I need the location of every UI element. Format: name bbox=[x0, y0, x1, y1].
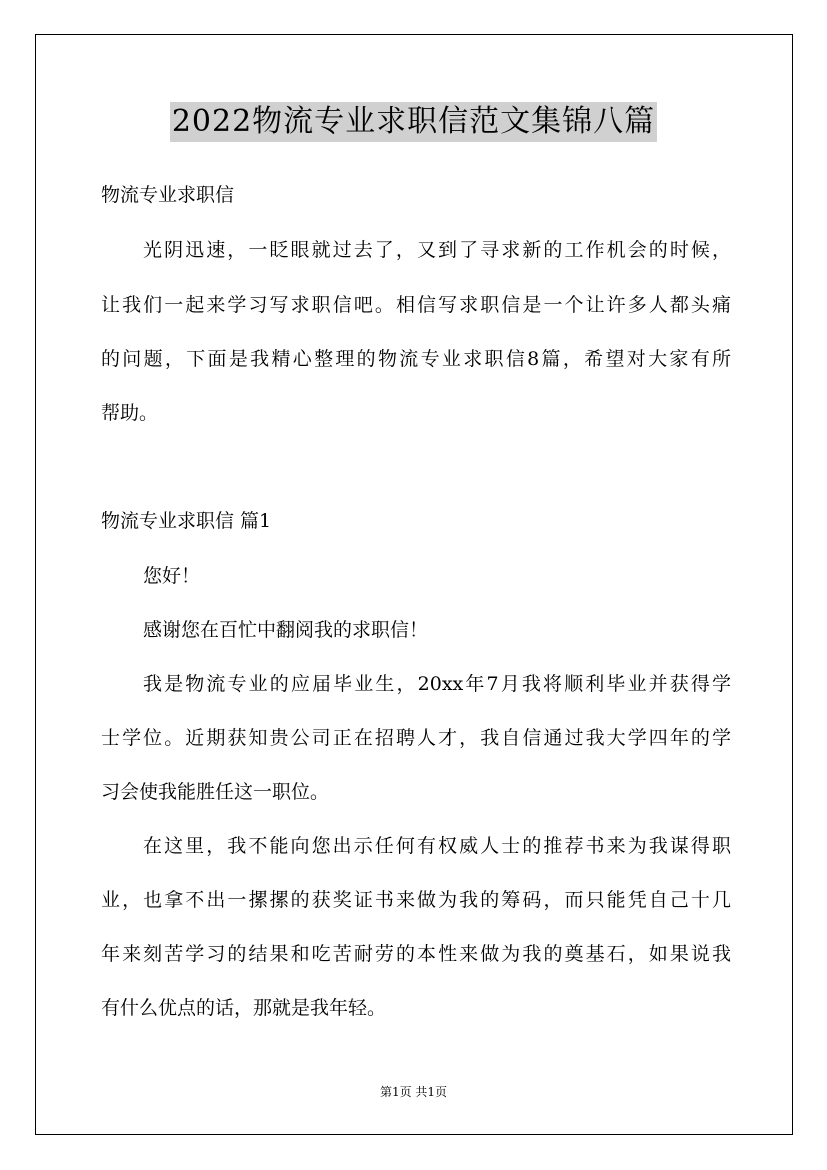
title-container bbox=[0, 102, 827, 142]
para1-line-1: 我是物流专业的应届毕业生，20xx年7月我将顺利毕业并获得学 bbox=[143, 673, 731, 695]
para2-line-1: 在这里，我不能向您出示任何有权威人士的推荐书来为我谋得职 bbox=[143, 835, 731, 857]
para2-line-3: 年来刻苦学习的结果和吃苦耐劳的本性来做为我的奠基石，如果说我 bbox=[101, 943, 731, 965]
para2-line-2: 业，也拿不出一摞摞的获奖证书来做为我的筹码，而只能凭自己十几 bbox=[101, 889, 731, 911]
para1-line-2: 士学位。近期获知贵公司正在招聘人才，我自信通过我大学四年的学 bbox=[101, 727, 731, 749]
thanks-line: 感谢您在百忙中翻阅我的求职信！ bbox=[143, 619, 429, 641]
intro-line-1: 光阴迅速，一眨眼就过去了，又到了寻求新的工作机会的时候， bbox=[143, 239, 731, 261]
intro-line-4: 帮助。 bbox=[101, 402, 159, 424]
document-title: 2022物流专业求职信范文集锦八篇 bbox=[170, 102, 657, 142]
intro-line-2: 让我们一起来学习写求职信吧。相信写求职信是一个让许多人都头痛 bbox=[101, 294, 731, 316]
para1-line-3: 习会使我能胜任这一职位。 bbox=[101, 781, 330, 803]
page-footer: 第1页 共1页 bbox=[379, 1085, 448, 1099]
greeting: 您好！ bbox=[143, 565, 201, 587]
section-heading: 物流专业求职信 bbox=[101, 184, 235, 206]
letter-heading: 物流专业求职信 篇1 bbox=[101, 510, 272, 532]
intro-line-3: 的问题，下面是我精心整理的物流专业求职信8篇，希望对大家有所 bbox=[101, 348, 731, 370]
para2-line-4: 有什么优点的话，那就是我年轻。 bbox=[101, 997, 387, 1019]
